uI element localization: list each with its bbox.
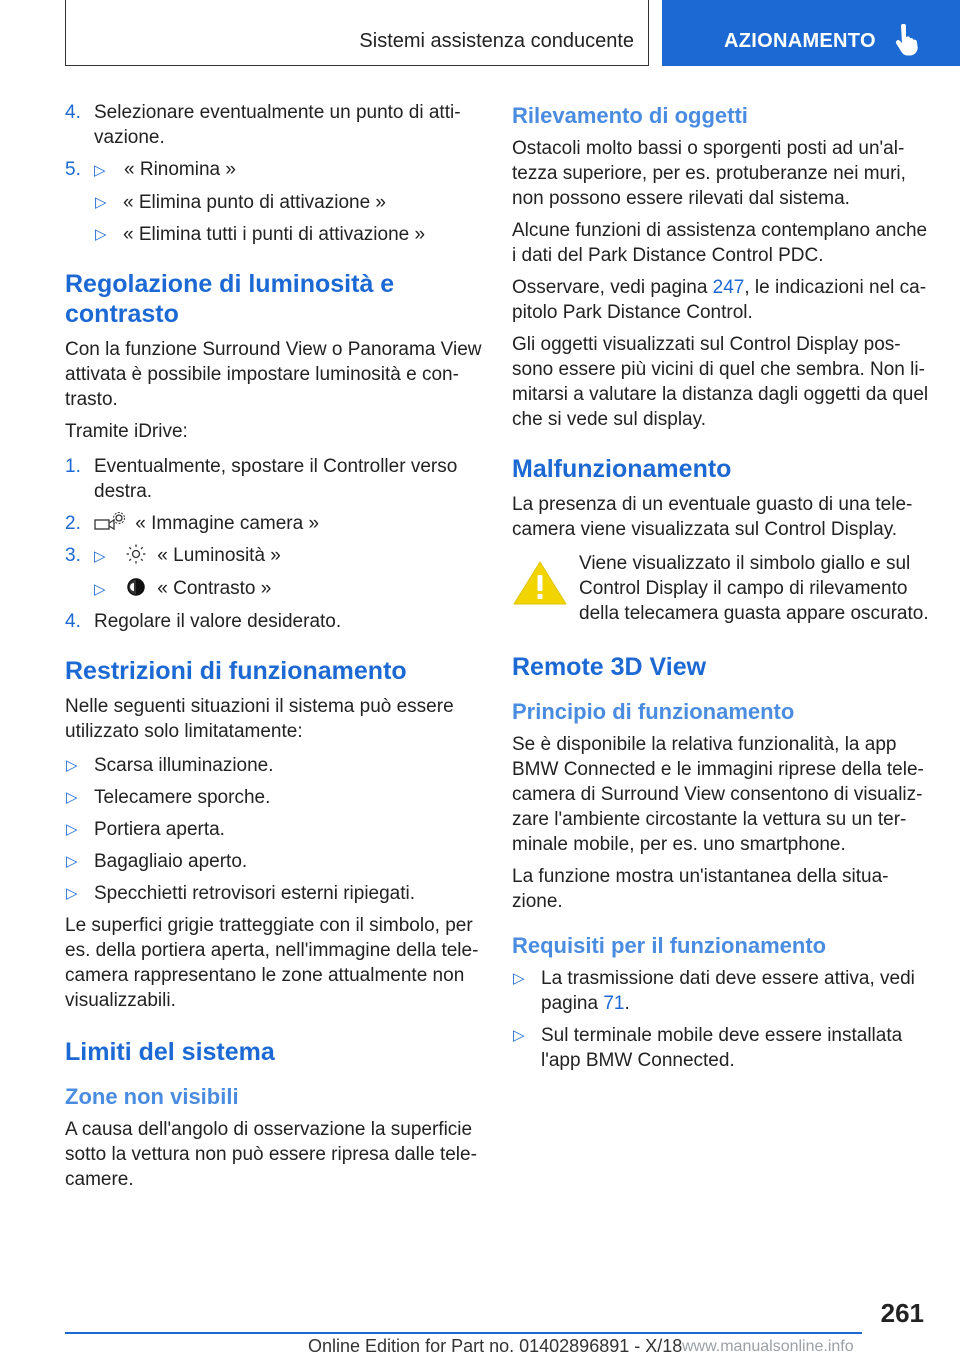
- list-item: [65, 881, 483, 906]
- step-number: 4.: [65, 102, 81, 123]
- blind-zones-text: A causa dell'angolo di osservazione la superficie sotto la vettura non può essere ripresa dalle tele-camere.: [65, 1119, 477, 1190]
- restrictions-note: Le superfici grigie tratteggiate con il simbolo, per es. della portiera aperta, nell'immagine della tele-camera rappresentano le zone attualmente non visualizzabili.: [65, 915, 479, 1011]
- bullet-text: Bagagliaio aperto.: [94, 851, 248, 872]
- bullet-text: « Elimina punto di attivazione »: [123, 192, 386, 213]
- restrictions-heading: Restrizioni di funzionamento: [65, 657, 407, 685]
- warning-triangle-icon: [512, 559, 568, 607]
- header-chapter-tab[interactable]: [662, 0, 960, 66]
- warning-text: Viene visualizzato il simbolo giallo e sul Control Display il campo di rilevamento della telecamera guasta appare oscurato.: [579, 553, 929, 624]
- detection-heading: Rilevamento di oggetti: [512, 103, 748, 128]
- bullet-triangle-icon: ▷: [94, 548, 106, 565]
- list-item: [65, 753, 483, 778]
- bullet-triangle-icon: ▷: [66, 757, 78, 774]
- page-link-71[interactable]: 71: [603, 993, 625, 1014]
- list-item: [65, 609, 483, 634]
- header-chapter-label: AZIONAMENTO: [724, 30, 876, 52]
- bullet-triangle-icon: ▷: [66, 853, 78, 870]
- detection-p2: Alcune funzioni di assistenza contemplano anche i dati del Park Distance Control PDC.: [512, 220, 928, 266]
- page-number: 261: [880, 1298, 924, 1328]
- principle-p2: La funzione mostra un'istantanea della situa-zione.: [512, 866, 889, 912]
- bullet-triangle-icon: ▷: [94, 162, 106, 179]
- requirements-heading: Requisiti per il funzionamento: [512, 933, 827, 958]
- bullet-text-end: .: [624, 993, 630, 1014]
- list-item: [65, 157, 483, 183]
- remote-view-heading: Remote 3D View: [512, 653, 707, 681]
- bullet-triangle-icon: ▷: [94, 581, 106, 598]
- list-item: [65, 849, 483, 874]
- list-item: [512, 1023, 930, 1073]
- step-text: Eventualmente, spostare il Controller verso destra.: [94, 456, 458, 502]
- step-number: 3.: [65, 545, 81, 566]
- header-section-box: [65, 0, 649, 66]
- hand-pointer-icon: [894, 24, 920, 56]
- left-column: [65, 100, 483, 1199]
- contrast-icon: [124, 576, 148, 598]
- list-item: [512, 966, 930, 1016]
- header-section-title: Sistemi assistenza conducente: [359, 30, 634, 52]
- bullet-text: Sul terminale mobile deve essere installata l'app BMW Connected.: [541, 1025, 903, 1071]
- footer-divider: [65, 1332, 862, 1334]
- bullet-text: Scarsa illuminazione.: [94, 755, 274, 776]
- brightness-sun-icon: [124, 543, 148, 565]
- bullet-text: Portiera aperta.: [94, 819, 225, 840]
- list-item: [65, 511, 483, 536]
- step-text: Regolare il valore desiderato.: [94, 611, 342, 632]
- principle-p1: Se è disponibile la relativa funzionalità, la app BMW Connected e le immagini riprese della tele-camera di Surround View consentono di visualiz-zare l'ambiente circostante la vettura su un ter-minale mobile, per es. uno smartphone.: [512, 734, 924, 855]
- bullet-triangle-icon: ▷: [513, 970, 525, 987]
- step-text: « Contrasto »: [157, 578, 272, 599]
- warning-block: [512, 551, 930, 626]
- bullet-triangle-icon: ▷: [66, 821, 78, 838]
- limits-heading: Limiti del sistema: [65, 1038, 275, 1066]
- bullet-text: « Rinomina »: [124, 159, 236, 180]
- idrive-label: Tramite iDrive:: [65, 421, 188, 442]
- brightness-heading: Regolazione di luminosità e contrasto: [65, 270, 395, 328]
- list-item: [94, 190, 483, 215]
- step-number: 5.: [65, 159, 81, 180]
- step-text: « Luminosità »: [157, 545, 281, 566]
- page-link-247[interactable]: 247: [712, 277, 745, 298]
- bullet-text: La trasmissione dati deve essere attiva, vedi pagina: [541, 968, 915, 1014]
- edition-text: Online Edition for Part no. 01402896891 - X/18: [308, 1336, 683, 1356]
- bullet-triangle-icon: ▷: [66, 789, 78, 806]
- blind-zones-heading: Zone non visibili: [65, 1084, 239, 1109]
- detection-p3: [512, 275, 930, 325]
- detection-p3-text: Osservare, vedi pagina: [512, 277, 713, 298]
- list-item: [65, 817, 483, 842]
- bullet-triangle-icon: ▷: [66, 885, 78, 902]
- step-number: 2.: [65, 513, 81, 534]
- list-item: [65, 543, 483, 569]
- step-text: « Immagine camera »: [135, 513, 320, 534]
- malfunction-heading: Malfunzionamento: [512, 455, 732, 483]
- step-text: Selezionare eventualmente un punto di atti-vazione.: [94, 102, 461, 148]
- list-item: [65, 100, 483, 150]
- bullet-text: « Elimina tutti i punti di attivazione »: [123, 224, 426, 245]
- list-item: [65, 785, 483, 810]
- list-item: [65, 576, 483, 602]
- detection-p3-text-end: , le indicazioni nel ca-pitolo Park Distance Control.: [512, 277, 927, 323]
- right-column: [512, 100, 930, 1080]
- malfunction-p1: La presenza di un eventuale guasto di una tele-camera viene visualizzata sul Control Display.: [512, 494, 913, 540]
- bullet-triangle-icon: ▷: [513, 1027, 525, 1044]
- watermark: www.manualsonline.info: [682, 1338, 854, 1355]
- step-number: 1.: [65, 456, 81, 477]
- principle-heading: Principio di funzionamento: [512, 699, 795, 724]
- step-number: 4.: [65, 611, 81, 632]
- bullet-triangle-icon: ▷: [95, 194, 107, 211]
- bullet-text: Specchietti retrovisori esterni ripiegati.: [94, 883, 416, 904]
- camera-settings-icon: [94, 511, 126, 533]
- detection-p4: Gli oggetti visualizzati sul Control Display pos-sono essere più vicini di quel che sembra. Non li-mitarsi a valutare la distanza dagli oggetti da quel che si vede sul display.: [512, 334, 929, 430]
- list-item: [65, 454, 483, 504]
- brightness-intro: Con la funzione Surround View o Panorama View attivata è possibile impostare luminosità e con-trasto.: [65, 339, 482, 410]
- bullet-triangle-icon: ▷: [95, 226, 107, 243]
- bullet-text: Telecamere sporche.: [94, 787, 271, 808]
- list-item: [94, 222, 483, 247]
- restrictions-intro: Nelle seguenti situazioni il sistema può essere utilizzato solo limitatamente:: [65, 696, 454, 742]
- detection-p1: Ostacoli molto bassi o sporgenti posti ad un'al-tezza superiore, per es. protuberanze nei muri, non possono essere rilevati dal sistema.: [512, 138, 906, 209]
